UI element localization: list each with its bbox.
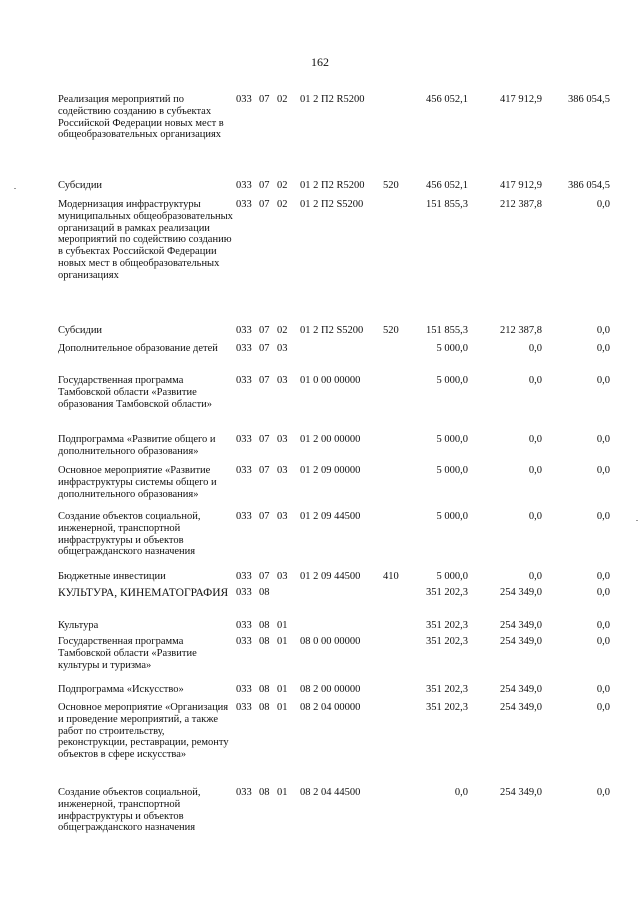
amount-year-3: 0,0 [596, 636, 610, 647]
amount-year-3: 0,0 [596, 620, 610, 631]
amount-year-2: 0,0 [528, 571, 542, 582]
subsection-code: 03 [277, 571, 288, 582]
ministry-code: 033 [236, 180, 252, 191]
subsection-code: 03 [277, 434, 288, 445]
amount-year-2: 417 912,9 [500, 94, 542, 105]
amount-year-1: 151 855,3 [426, 325, 468, 336]
target-article-code: 08 2 04 00000 [300, 702, 361, 713]
section-code: 08 [259, 587, 270, 598]
subsection-code: 02 [277, 94, 288, 105]
row-name: Культура [58, 620, 99, 631]
row-name: Реализация мероприятий по содействию созданию в субъектах Российской Федерации новых мест в общеобразовательных организациях [58, 94, 224, 141]
ministry-code: 033 [236, 571, 252, 582]
row-name: Подпрограмма «Развитие общего и дополнительного образования» [58, 434, 216, 457]
amount-year-1: 5 000,0 [436, 571, 468, 582]
ministry-code: 033 [236, 465, 252, 476]
ministry-code: 033 [236, 702, 252, 713]
target-article-code: 01 2 09 44500 [300, 571, 361, 582]
amount-year-3: 0,0 [596, 325, 610, 336]
target-article-code: 08 2 04 44500 [300, 787, 361, 798]
ministry-code: 033 [236, 587, 252, 598]
ministry-code: 033 [236, 636, 252, 647]
section-code: 07 [259, 571, 270, 582]
ministry-code: 033 [236, 325, 252, 336]
expense-type-code: 410 [383, 571, 399, 582]
section-code: 07 [259, 511, 270, 522]
row-name: Бюджетные инвестиции [58, 571, 166, 582]
row-name: Основное мероприятие «Организация и проведение мероприятий, а также работ по строительству, реконструкции, реставрации, ремонту объектов в сфере искусства» [58, 702, 229, 761]
ministry-code: 033 [236, 434, 252, 445]
ministry-code: 033 [236, 620, 252, 631]
amount-year-1: 351 202,3 [426, 702, 468, 713]
section-code: 08 [259, 684, 270, 695]
amount-year-3: 0,0 [596, 511, 610, 522]
subsection-code: 01 [277, 620, 288, 631]
amount-year-1: 351 202,3 [426, 684, 468, 695]
ministry-code: 033 [236, 684, 252, 695]
target-article-code: 01 2 П2 R5200 [300, 94, 365, 105]
section-code: 07 [259, 434, 270, 445]
section-code: 07 [259, 465, 270, 476]
target-article-code: 01 2 П2 S5200 [300, 325, 364, 336]
subsection-code: 01 [277, 684, 288, 695]
amount-year-3: 0,0 [596, 587, 610, 598]
amount-year-2: 212 387,8 [500, 325, 542, 336]
amount-year-1: 5 000,0 [436, 465, 468, 476]
amount-year-3: 0,0 [596, 343, 610, 354]
amount-year-3: 0,0 [596, 375, 610, 386]
amount-year-1: 351 202,3 [426, 636, 468, 647]
section-code: 08 [259, 702, 270, 713]
amount-year-1: 151 855,3 [426, 199, 468, 210]
row-name: Субсидии [58, 325, 103, 336]
row-name: Дополнительное образование детей [58, 343, 218, 354]
section-code: 07 [259, 325, 270, 336]
scan-speck-right [636, 520, 638, 521]
section-code: 07 [259, 343, 270, 354]
target-article-code: 01 2 09 00000 [300, 465, 361, 476]
section-code: 08 [259, 787, 270, 798]
amount-year-3: 0,0 [596, 787, 610, 798]
ministry-code: 033 [236, 787, 252, 798]
amount-year-1: 5 000,0 [436, 434, 468, 445]
scan-speck-left [14, 188, 16, 189]
amount-year-3: 0,0 [596, 465, 610, 476]
row-name: КУЛЬТУРА, КИНЕМАТОГРАФИЯ [58, 587, 229, 599]
ministry-code: 033 [236, 375, 252, 386]
row-name: Подпрограмма «Искусство» [58, 684, 184, 695]
section-code: 07 [259, 94, 270, 105]
page-number: 162 [311, 55, 329, 69]
section-code: 07 [259, 180, 270, 191]
amount-year-2: 417 912,9 [500, 180, 542, 191]
target-article-code: 01 2 09 44500 [300, 511, 361, 522]
target-article-code: 01 2 П2 S5200 [300, 199, 364, 210]
amount-year-1: 5 000,0 [436, 375, 468, 386]
amount-year-2: 0,0 [528, 434, 542, 445]
subsection-code: 02 [277, 325, 288, 336]
subsection-code: 02 [277, 199, 288, 210]
ministry-code: 033 [236, 343, 252, 354]
amount-year-2: 254 349,0 [500, 587, 542, 598]
amount-year-2: 254 349,0 [500, 636, 542, 647]
target-article-code: 01 2 00 00000 [300, 434, 361, 445]
subsection-code: 01 [277, 636, 288, 647]
row-name: Создание объектов социальной, инженерной, транспортной инфраструктуры и объектов общегражданского назначения [58, 787, 201, 834]
subsection-code: 01 [277, 702, 288, 713]
subsection-code: 03 [277, 465, 288, 476]
row-name: Государственная программа Тамбовской области «Развитие культуры и туризма» [58, 636, 197, 671]
amount-year-3: 0,0 [596, 684, 610, 695]
amount-year-2: 254 349,0 [500, 702, 542, 713]
amount-year-1: 5 000,0 [436, 343, 468, 354]
row-name: Основное мероприятие «Развитие инфраструктуры системы общего и дополнительного образования» [58, 465, 217, 500]
amount-year-2: 254 349,0 [500, 787, 542, 798]
section-code: 07 [259, 199, 270, 210]
section-code: 08 [259, 636, 270, 647]
expense-type-code: 520 [383, 180, 399, 191]
subsection-code: 02 [277, 180, 288, 191]
amount-year-2: 0,0 [528, 343, 542, 354]
target-article-code: 08 0 00 00000 [300, 636, 361, 647]
subsection-code: 01 [277, 787, 288, 798]
amount-year-2: 212 387,8 [500, 199, 542, 210]
subsection-code: 03 [277, 511, 288, 522]
section-code: 08 [259, 620, 270, 631]
target-article-code: 08 2 00 00000 [300, 684, 361, 695]
amount-year-2: 0,0 [528, 511, 542, 522]
amount-year-3: 0,0 [596, 571, 610, 582]
amount-year-3: 0,0 [596, 702, 610, 713]
ministry-code: 033 [236, 94, 252, 105]
amount-year-2: 254 349,0 [500, 620, 542, 631]
amount-year-3: 386 054,5 [568, 94, 610, 105]
row-name: Субсидии [58, 180, 103, 191]
row-name: Модернизация инфраструктуры муниципальных общеобразовательных организаций в рамках реализации мероприятий по содействию созданию в субъектах Российской Федерации новых мест в общеобразовательных организациях [58, 199, 233, 281]
amount-year-3: 0,0 [596, 434, 610, 445]
amount-year-3: 386 054,5 [568, 180, 610, 191]
amount-year-2: 0,0 [528, 375, 542, 386]
amount-year-1: 0,0 [454, 787, 468, 798]
expense-type-code: 520 [383, 325, 399, 336]
amount-year-1: 456 052,1 [426, 180, 468, 191]
amount-year-2: 254 349,0 [500, 684, 542, 695]
row-name: Государственная программа Тамбовской области «Развитие образования Тамбовской области» [58, 375, 213, 410]
amount-year-2: 0,0 [528, 465, 542, 476]
subsection-code: 03 [277, 343, 288, 354]
amount-year-1: 5 000,0 [436, 511, 468, 522]
ministry-code: 033 [236, 199, 252, 210]
amount-year-1: 351 202,3 [426, 620, 468, 631]
row-name: Создание объектов социальной, инженерной, транспортной инфраструктуры и объектов общегражданского назначения [58, 511, 201, 558]
target-article-code: 01 2 П2 R5200 [300, 180, 365, 191]
subsection-code: 03 [277, 375, 288, 386]
amount-year-1: 351 202,3 [426, 587, 468, 598]
amount-year-3: 0,0 [596, 199, 610, 210]
section-code: 07 [259, 375, 270, 386]
ministry-code: 033 [236, 511, 252, 522]
amount-year-1: 456 052,1 [426, 94, 468, 105]
target-article-code: 01 0 00 00000 [300, 375, 361, 386]
